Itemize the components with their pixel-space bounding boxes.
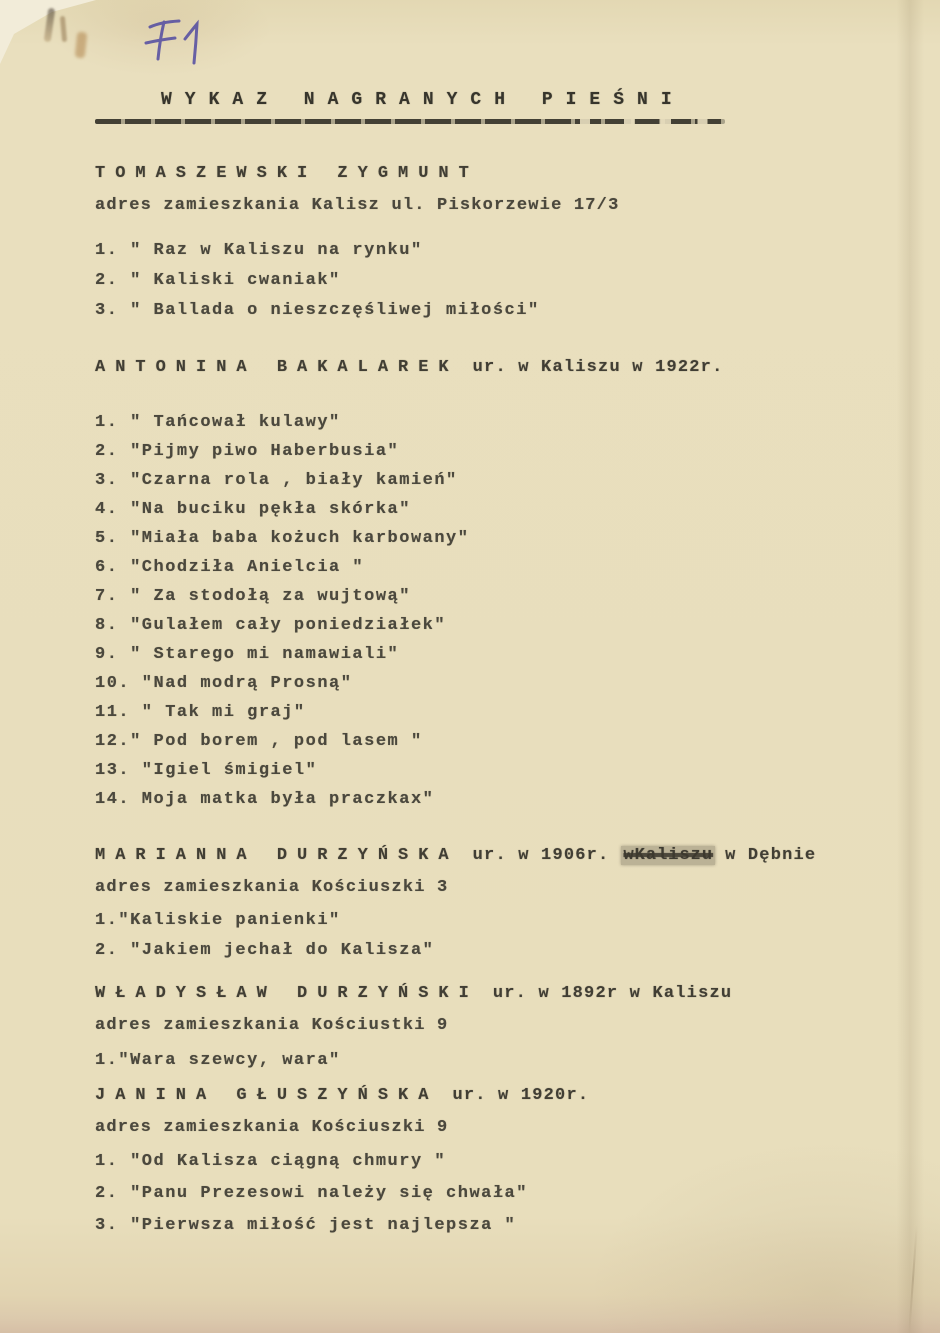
handwritten-mark-f1 bbox=[138, 12, 210, 70]
song-line: 13. "Igiel śmigiel" bbox=[95, 761, 318, 780]
song-line: 3. "Czarna rola , biały kamień" bbox=[95, 471, 458, 490]
song-list bbox=[95, 1146, 940, 1242]
person-name: TOMASZEWSKI ZYGMUNT bbox=[95, 164, 479, 183]
person-name: JANINA GŁUSZYŃSKA bbox=[95, 1086, 439, 1105]
song-line: 1."Wara szewcy, wara" bbox=[95, 1051, 341, 1070]
song-line: 2. "Jakiem jechał do Kalisza" bbox=[95, 941, 435, 960]
song-line: 4. "Na buciku pękła skórka" bbox=[95, 500, 411, 519]
song-line: 2. " Kaliski cwaniak" bbox=[95, 271, 341, 290]
person-header bbox=[95, 982, 940, 1006]
person-birth-info: ur. w 1906r. bbox=[472, 846, 610, 865]
song-line: 2. "Pijmy piwo Haberbusia" bbox=[95, 442, 400, 461]
person-section bbox=[95, 844, 940, 966]
person-birth-info: ur. w Kaliszu w 1922r. bbox=[472, 358, 724, 377]
title-underline bbox=[95, 119, 725, 124]
person-birth-info: ur. w 1920r. bbox=[452, 1086, 590, 1105]
song-line: 2. "Panu Prezesowi należy się chwała" bbox=[95, 1184, 528, 1203]
person-header bbox=[95, 844, 940, 868]
sections-container bbox=[95, 162, 940, 1242]
song-line: 3. " Ballada o nieszczęśliwej miłości" bbox=[95, 301, 540, 320]
song-list bbox=[95, 1046, 940, 1076]
person-section bbox=[95, 1084, 940, 1242]
song-line: 1. "Od Kalisza ciągną chmury " bbox=[95, 1152, 447, 1171]
song-line: 3. "Pierwsza miłość jest najlepsza " bbox=[95, 1216, 517, 1235]
song-line: 1. " Tańcował kulawy" bbox=[95, 413, 341, 432]
person-name: WŁADYSŁAW DURZYŃSKI bbox=[95, 984, 479, 1003]
person-address: adres zamieszkania Kościustki 9 bbox=[95, 1016, 449, 1035]
song-list bbox=[95, 906, 940, 966]
song-line: 7. " Za stodołą za wujtową" bbox=[95, 587, 411, 606]
person-header bbox=[95, 356, 940, 380]
struck-out-text: wKaliszu bbox=[623, 846, 714, 865]
person-birth-place: w Dębnie bbox=[725, 846, 817, 865]
person-header bbox=[95, 1084, 940, 1108]
person-section bbox=[95, 356, 940, 814]
song-line: 11. " Tak mi graj" bbox=[95, 703, 306, 722]
song-line: 1."Kaliskie panienki" bbox=[95, 911, 341, 930]
person-header bbox=[95, 162, 940, 186]
page-title: WYKAZ NAGRANYCH PIEŚNI bbox=[161, 90, 685, 110]
song-line: 14. Moja matka była praczkax" bbox=[95, 790, 435, 809]
song-line: 12." Pod borem , pod lasem " bbox=[95, 732, 423, 751]
song-line: 1. " Raz w Kaliszu na rynku" bbox=[95, 241, 423, 260]
person-address: adres zamieszkania Kalisz ul. Piskorzewie 17/3 bbox=[95, 196, 620, 215]
song-line: 8. "Gulałem cały poniedziałek" bbox=[95, 616, 447, 635]
person-section bbox=[95, 162, 940, 326]
person-name: ANTONINA BAKALAREK bbox=[95, 358, 459, 377]
song-line: 10. "Nad modrą Prosną" bbox=[95, 674, 353, 693]
song-line: 6. "Chodziła Anielcia " bbox=[95, 558, 365, 577]
person-address: adres zamieszkania Kościuszki 3 bbox=[95, 878, 449, 897]
song-line: 5. "Miała baba kożuch karbowany" bbox=[95, 529, 470, 548]
person-birth-info: ur. w 1892r w Kaliszu bbox=[492, 984, 733, 1003]
song-line: 9. " Starego mi namawiali" bbox=[95, 645, 400, 664]
song-list bbox=[95, 236, 940, 326]
person-address: adres zamieszkania Kościuszki 9 bbox=[95, 1118, 449, 1137]
person-name: MARIANNA DURZYŃSKA bbox=[95, 846, 459, 865]
person-section bbox=[95, 982, 940, 1076]
song-list bbox=[95, 408, 940, 814]
